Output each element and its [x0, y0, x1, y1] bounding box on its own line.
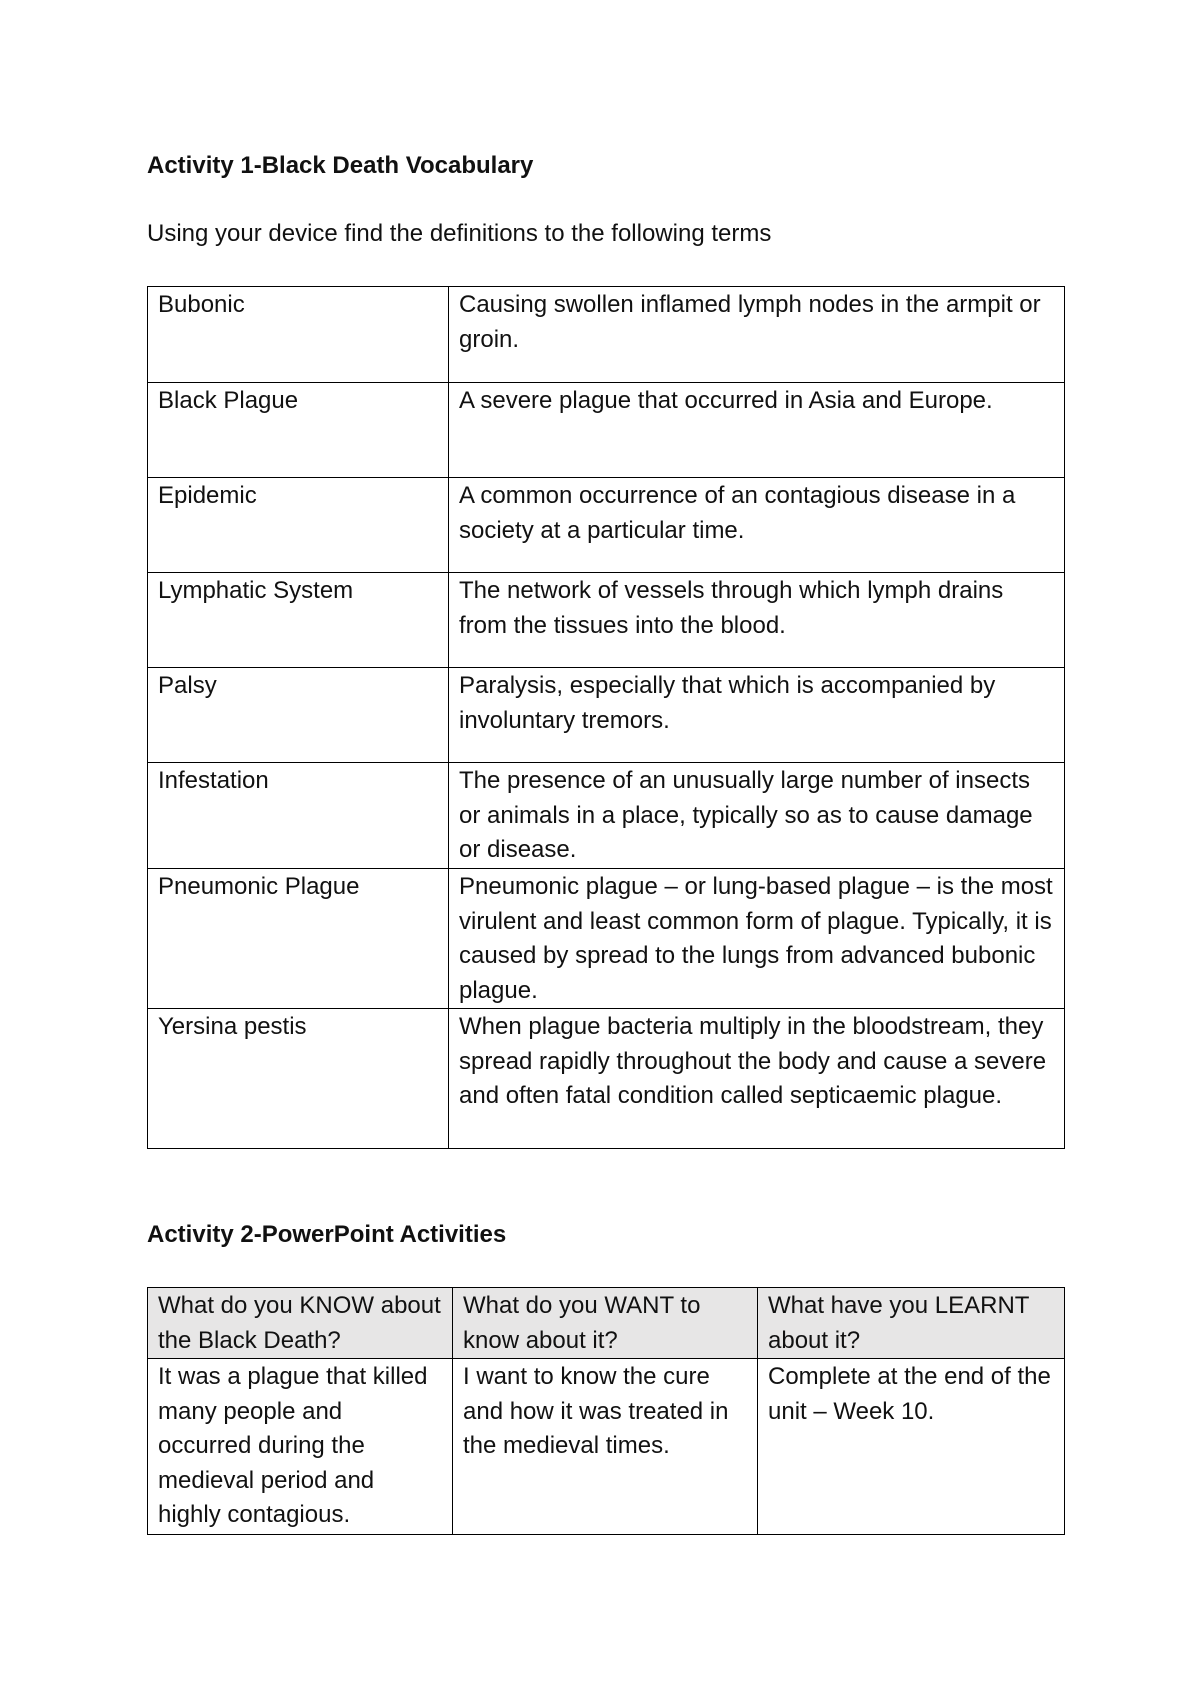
want-column-header: What do you WANT to know about it? [453, 1288, 758, 1359]
term-cell: Black Plague [148, 383, 449, 478]
table-row [148, 383, 1065, 478]
term-cell: Yersina pestis [148, 1009, 449, 1149]
table-row [148, 573, 1065, 668]
table-row [148, 763, 1065, 869]
vocabulary-table [147, 286, 1065, 1149]
table-row [148, 478, 1065, 573]
activity-1-instruction: Using your device find the definitions to the following terms [147, 220, 772, 247]
definition-cell: A common occurrence of an contagious disease in a society at a particular time. [449, 478, 1065, 573]
definition-cell: The network of vessels through which lymph drains from the tissues into the blood. [449, 573, 1065, 668]
term-cell: Lymphatic System [148, 573, 449, 668]
table-row [148, 287, 1065, 383]
know-column-header: What do you KNOW about the Black Death? [148, 1288, 453, 1359]
activity-1-heading: Activity 1-Black Death Vocabulary [147, 152, 534, 179]
term-cell: Bubonic [148, 287, 449, 383]
definition-cell: Causing swollen inflamed lymph nodes in the armpit or groin. [449, 287, 1065, 383]
term-cell: Epidemic [148, 478, 449, 573]
learnt-answer-cell: Complete at the end of the unit – Week 10. [758, 1359, 1065, 1535]
learnt-column-header: What have you LEARNT about it? [758, 1288, 1065, 1359]
activity-2-heading: Activity 2-PowerPoint Activities [147, 1221, 507, 1248]
table-row [148, 869, 1065, 1009]
want-answer-cell: I want to know the cure and how it was treated in the medieval times. [453, 1359, 758, 1535]
definition-cell: Pneumonic plague – or lung-based plague – is the most virulent and least common form of plague. Typically, it is caused by spread to the lungs from advanced bubonic plague. [449, 869, 1065, 1009]
definition-cell: Paralysis, especially that which is accompanied by involuntary tremors. [449, 668, 1065, 763]
kwl-table [147, 1287, 1065, 1535]
know-answer-cell: It was a plague that killed many people and occurred during the medieval period and highly contagious. [148, 1359, 453, 1535]
term-cell: Infestation [148, 763, 449, 869]
term-cell: Pneumonic Plague [148, 869, 449, 1009]
definition-cell: The presence of an unusually large number of insects or animals in a place, typically so as to cause damage or disease. [449, 763, 1065, 869]
definition-cell: A severe plague that occurred in Asia and Europe. [449, 383, 1065, 478]
definition-cell: When plague bacteria multiply in the bloodstream, they spread rapidly throughout the body and cause a severe and often fatal condition called septicaemic plague. [449, 1009, 1065, 1149]
term-cell: Palsy [148, 668, 449, 763]
kwl-header-row [148, 1288, 1065, 1359]
table-row [148, 668, 1065, 763]
kwl-answer-row [148, 1359, 1065, 1535]
table-row [148, 1009, 1065, 1149]
